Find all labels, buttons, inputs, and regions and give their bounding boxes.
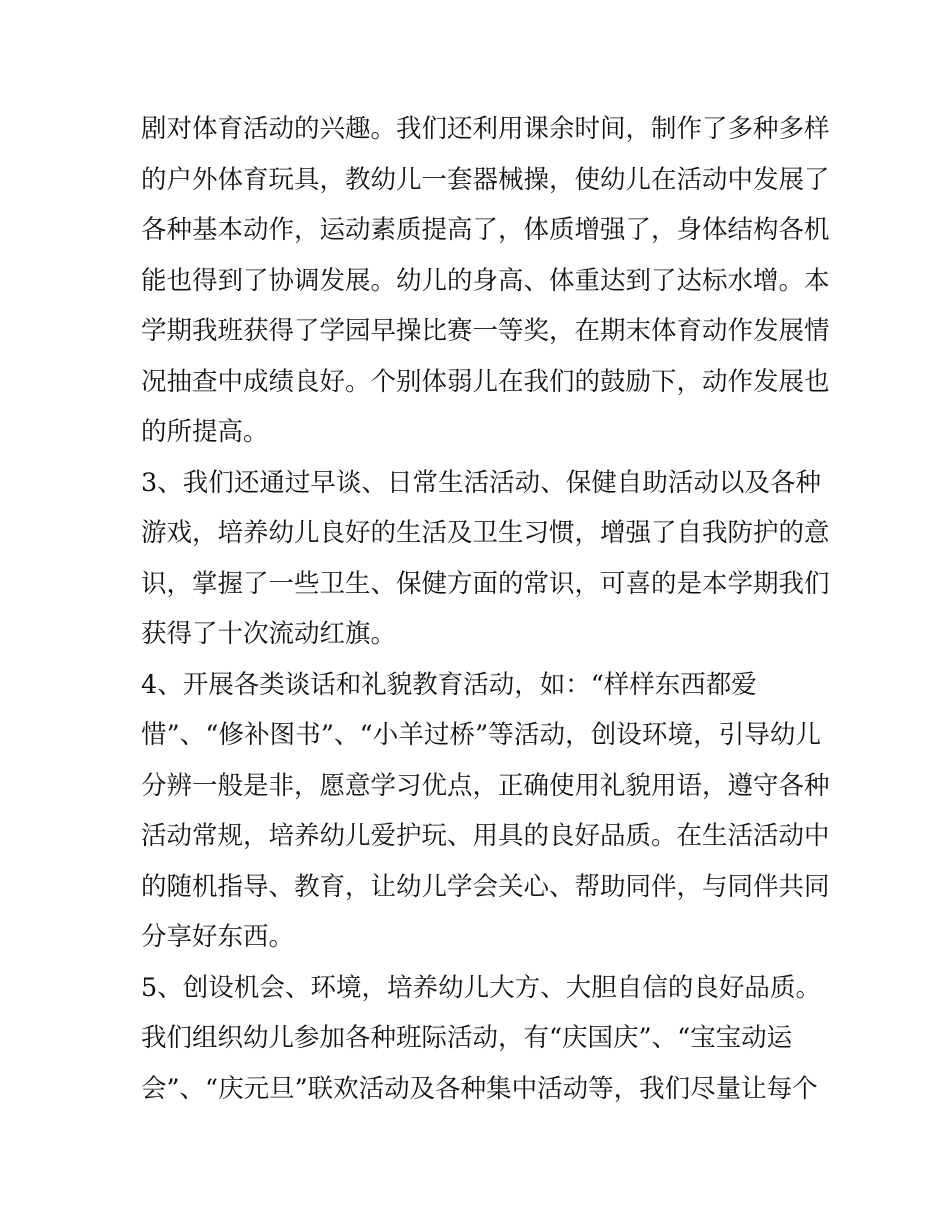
text-line: 况抽查中成绩良好。个别体弱儿在我们的鼓励下，动作发展也	[141, 366, 830, 397]
text-line: 剧对体育活动的兴趣。我们还利用课余时间，制作了多种多样	[141, 114, 830, 144]
text-line: 游戏，培养幼儿良好的生活及卫生习惯，增强了自我防护的意	[141, 518, 830, 548]
text-line: 活动常规，培养幼儿爱护玩、用具的良好品质。在生活活动中	[141, 821, 830, 851]
text-line: 3、我们还通过早谈、日常生活活动、保健自助活动以及各种	[141, 467, 821, 498]
text-line: 5、创设机会、环境，培养幼儿大方、大胆自信的良好品质。	[141, 972, 821, 1003]
text-line: 各种基本动作，运动素质提高了，体质增强了，身体结构各机	[141, 215, 830, 245]
text-line: 的随机指导、教育，让幼儿学会关心、帮助同伴，与同伴共同	[141, 871, 830, 902]
text-line: 的户外体育玩具，教幼儿一套器械操，使幼儿在活动中发展了	[141, 164, 830, 195]
text-line: 学期我班获得了学园早操比赛一等奖，在期末体育动作发展情	[141, 316, 830, 346]
document-body	[141, 104, 830, 1114]
text-line: 分辨一般是非，愿意学习优点，正确使用礼貌用语，遵守各种	[141, 770, 830, 801]
text-line: 能也得到了协调发展。幼儿的身高、体重达到了达标水增。本	[141, 265, 830, 296]
text-line: 我们组织幼儿参加各种班际活动，有“庆国庆”、“宝宝动运	[141, 1023, 793, 1053]
text-line: 会”、“庆元旦”联欢活动及各种集中活动等，我们尽量让每个	[141, 1073, 818, 1104]
text-line: 惜”、“修补图书”、“小羊过桥”等活动，创设环境，引导幼儿	[141, 720, 821, 750]
text-line: 分享好东西。	[141, 922, 295, 952]
text-line: 获得了十次流动红旗。	[141, 619, 397, 649]
text-line: 4、开展各类谈话和礼貌教育活动，如：“样样东西都爱	[141, 669, 757, 700]
text-line: 的所提高。	[141, 417, 269, 447]
text-line: 识，掌握了一些卫生、保健方面的常识，可喜的是本学期我们	[141, 568, 830, 599]
